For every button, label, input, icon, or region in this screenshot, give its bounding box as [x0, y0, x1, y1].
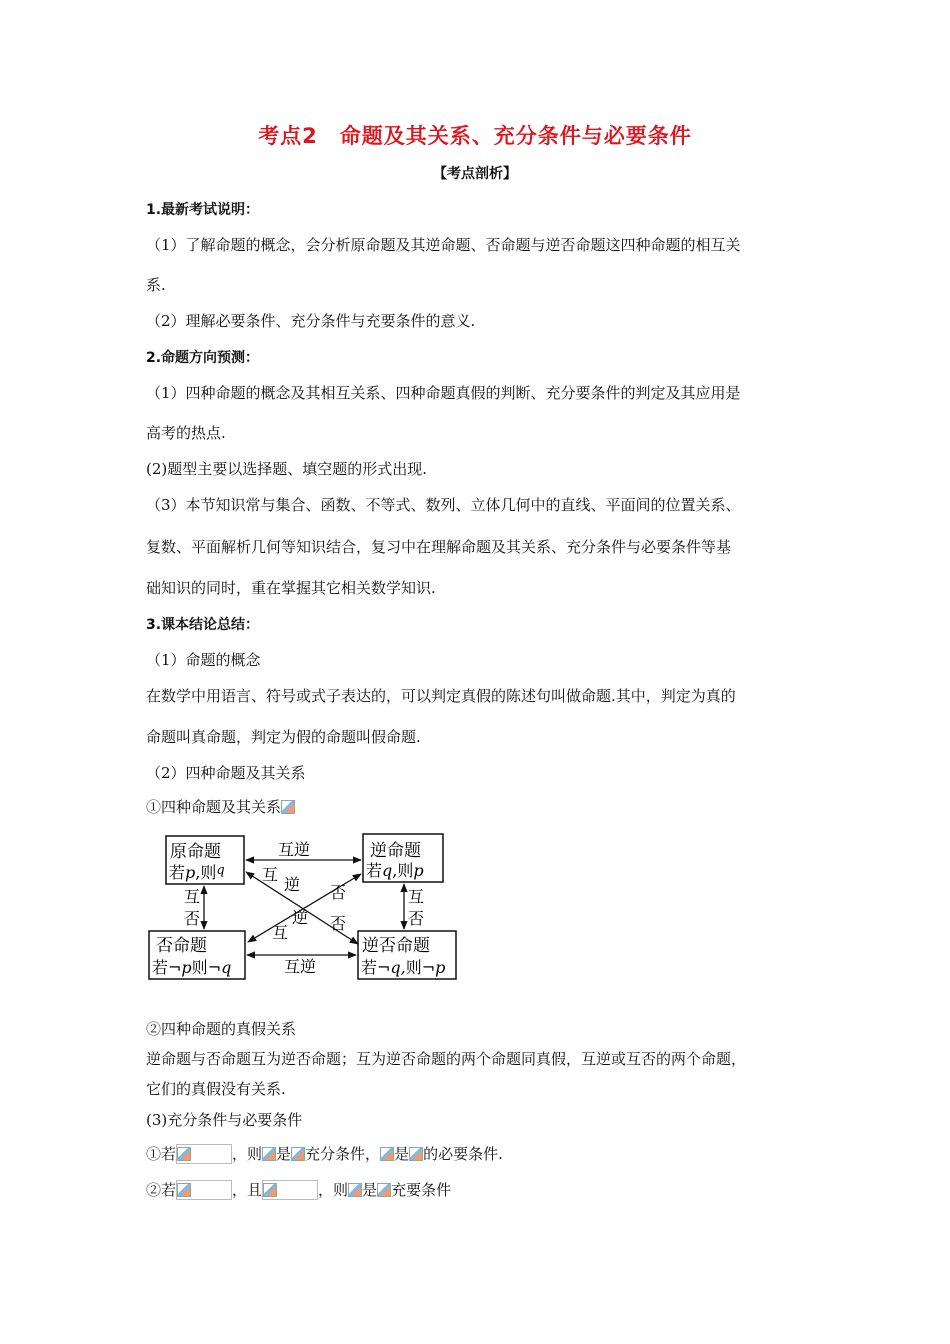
page-title: 考点2 命题及其关系、充分条件与必要条件 — [258, 124, 692, 148]
text: 充要条件 — [391, 1181, 452, 1199]
text: ，且 — [232, 1181, 263, 1199]
section-subtitle: 【考点剖析】 — [433, 166, 517, 182]
condition-line-2 — [146, 1179, 451, 1200]
paragraph: 系. — [146, 276, 166, 294]
image-placeholder-icon — [291, 1147, 305, 1161]
image-placeholder-icon — [177, 1183, 191, 1197]
text: 是 — [362, 1181, 378, 1199]
contrapositive-statement: 若¬q,则¬p — [361, 958, 446, 977]
image-placeholder-icon — [380, 1147, 394, 1161]
paragraph: 复数、平面解析几何等知识结合，复习中在理解命题及其关系、充分条件与必要条件等基 — [146, 538, 732, 556]
text: 是 — [394, 1145, 410, 1163]
formula-image-box — [262, 1180, 318, 1200]
paragraph: (3)充分条件与必要条件 — [146, 1111, 303, 1129]
paragraph: 逆命题与否命题互为逆否命题；互为逆否命题的两个命题同真假，互逆或互否的两个命题， — [146, 1050, 747, 1068]
converse-statement: 若q,则p — [366, 861, 424, 880]
paragraph: （2）理解必要条件、充分条件与充要条件的意义. — [146, 312, 476, 330]
right-label-hu: 互 — [408, 887, 425, 906]
paragraph: 命题叫真命题，判定为假的命题叫假命题. — [146, 728, 421, 746]
image-placeholder-icon — [262, 1147, 276, 1161]
image-placeholder-icon — [377, 1183, 391, 1197]
top-label: 互逆 — [278, 840, 311, 859]
paragraph: （1）了解命题的概念，会分析原命题及其逆命题、否命题与逆否命题这四种命题的相互关 — [146, 236, 741, 254]
paragraph: (2)题型主要以选择题、填空题的形式出现. — [146, 460, 428, 478]
image-placeholder-icon — [263, 1183, 277, 1197]
paragraph: 在数学中用语言、符号或式子表达的，可以判定真假的陈述句叫做命题.其中，判定为真的 — [146, 687, 736, 705]
text: ②若 — [146, 1181, 177, 1199]
formula-image-box — [176, 1144, 232, 1164]
right-label-fou: 否 — [408, 909, 425, 928]
text: ，则 — [232, 1145, 263, 1163]
original-title: 原命题 — [170, 842, 221, 862]
paragraph: 础知识的同时，重在掌握其它相关数学知识. — [146, 579, 436, 597]
image-placeholder-icon — [177, 1147, 191, 1161]
paragraph: 它们的真假没有关系. — [146, 1080, 286, 1098]
cross-label-fou: 否 — [330, 883, 347, 902]
paragraph: （1）命题的概念 — [146, 651, 261, 669]
left-label-fou: 否 — [184, 909, 201, 928]
converse-title: 逆命题 — [370, 841, 421, 861]
list-item — [146, 796, 295, 817]
original-statement: 若p,则$^q$ — [169, 863, 225, 882]
section3-heading: 3.课本结论总结： — [146, 617, 260, 633]
text: 的必要条件. — [423, 1145, 503, 1163]
inverse-title: 否命题 — [156, 936, 207, 956]
image-placeholder-icon — [281, 800, 295, 814]
image-placeholder-icon — [348, 1183, 362, 1197]
contrapositive-title: 逆否命题 — [362, 936, 430, 956]
left-label-hu: 互 — [184, 887, 201, 906]
cross-label-ni: 逆 — [284, 875, 301, 894]
formula-image-box — [176, 1180, 232, 1200]
text: 充分条件， — [305, 1145, 381, 1163]
inverse-statement: 若¬p则¬q — [152, 958, 232, 977]
cross-label-hu: 互 — [262, 865, 279, 884]
text: ，则 — [318, 1181, 349, 1199]
cross-label-fou: 否 — [330, 914, 347, 933]
paragraph: （1）四种命题的概念及其相互关系、四种命题真假的判断、充分要条件的判定及其应用是 — [146, 384, 741, 402]
four-propositions-diagram — [146, 830, 466, 985]
cross-label-hu: 互 — [272, 923, 289, 942]
section2-heading: 2.命题方向预测： — [146, 350, 260, 366]
image-placeholder-icon — [409, 1147, 423, 1161]
item-text: ①四种命题及其关系 — [146, 798, 282, 816]
text: ①若 — [146, 1145, 177, 1163]
text: 是 — [276, 1145, 292, 1163]
cross-label-ni: 逆 — [292, 908, 309, 927]
paragraph: （3）本节知识常与集合、函数、不等式、数列、立体几何中的直线、平面间的位置关系、 — [146, 496, 741, 514]
paragraph: （2）四种命题及其关系 — [146, 764, 306, 782]
paragraph: 高考的热点. — [146, 424, 226, 442]
list-item: ②四种命题的真假关系 — [146, 1020, 297, 1038]
section1-heading: 1.最新考试说明： — [146, 202, 260, 218]
condition-line-1 — [146, 1143, 503, 1164]
bottom-label: 互逆 — [284, 957, 317, 976]
